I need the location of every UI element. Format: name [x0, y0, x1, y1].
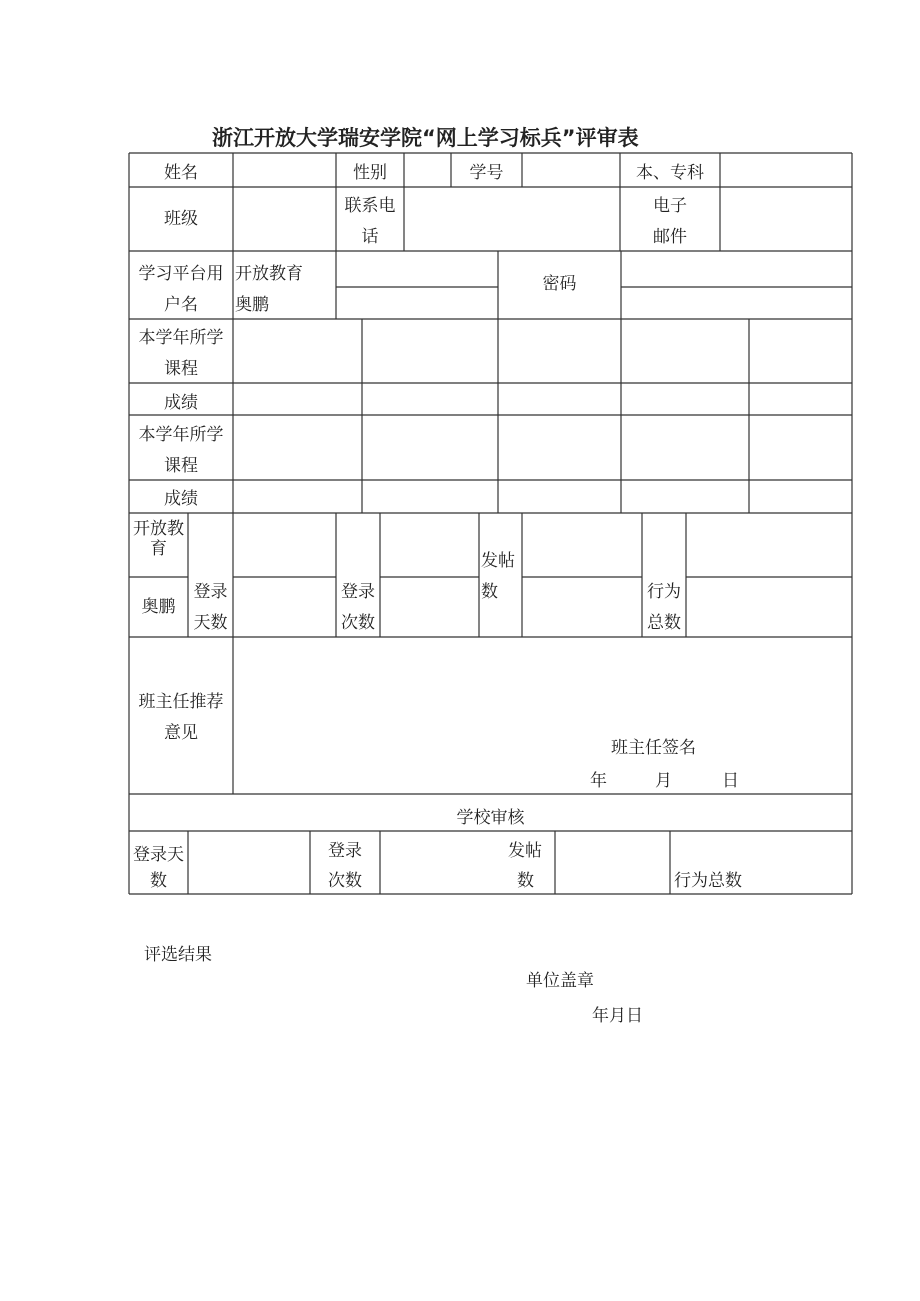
name-label: 姓名 — [164, 163, 198, 183]
phone-label-line1: 联系电 — [344, 196, 396, 216]
login-count-label-line2: 次数 — [341, 613, 375, 633]
review-behavior: 行为总数 — [674, 871, 742, 891]
student-no-label: 学号 — [469, 163, 504, 183]
email-label-line1: 电子 — [653, 196, 687, 216]
login-count-label-line1: 登录 — [341, 582, 375, 602]
posts-label-line2: 数 — [481, 582, 498, 602]
review-login-count-line1: 登录 — [328, 841, 362, 861]
posts-label-line1: 发帖 — [481, 551, 515, 571]
score-label: 成绩 — [164, 393, 198, 413]
review-login-days-line1: 登录天 — [133, 845, 184, 865]
platform-label-line1: 学习平台用 — [138, 264, 224, 284]
login-days-label-line1: 登录 — [193, 582, 228, 602]
form-title: 浙江开放大学瑞安学院“网上学习标兵”评审表 — [212, 126, 639, 150]
courses-label-line2: 课程 — [164, 359, 198, 379]
review-posts-line2: 数 — [517, 871, 534, 891]
footer-date: 年月日 — [592, 1006, 643, 1026]
activity-kaifang-line2: 育 — [150, 539, 167, 559]
behavior-label-line2: 总数 — [647, 613, 681, 633]
unit-stamp-label: 单位盖章 — [526, 971, 594, 991]
score-label-2: 成绩 — [164, 489, 198, 509]
gender-label: 性别 — [353, 163, 387, 183]
phone-label-line2: 话 — [361, 227, 379, 247]
behavior-label-line1: 行为 — [647, 582, 681, 602]
courses-label-2-line2: 课程 — [164, 456, 198, 476]
review-posts-line1: 发帖 — [508, 841, 542, 861]
email-label-line2: 邮件 — [653, 227, 687, 247]
review-login-days-line2: 数 — [150, 871, 167, 891]
head-teacher-sign: 班主任签名 — [611, 738, 696, 758]
activity-aopeng: 奥鹏 — [141, 597, 176, 617]
selection-result-label: 评选结果 — [144, 945, 212, 965]
platform-kaifang: 开放教育 — [235, 264, 303, 284]
platform-aopeng: 奥鹏 — [235, 295, 269, 315]
recommend-year: 年 — [590, 771, 607, 791]
review-login-count-line2: 次数 — [328, 871, 362, 891]
courses-label-line1: 本学年所学 — [138, 328, 224, 348]
recommend-day: 日 — [722, 771, 739, 791]
recommend-label-line1: 班主任推荐 — [138, 692, 224, 712]
class-label: 班级 — [164, 209, 198, 229]
login-days-label-line2: 天数 — [193, 613, 228, 633]
activity-kaifang-line1: 开放教 — [133, 519, 184, 539]
platform-label-line2: 户名 — [164, 295, 198, 315]
password-label: 密码 — [542, 274, 577, 294]
courses-label-2-line1: 本学年所学 — [138, 425, 224, 445]
recommend-month: 月 — [655, 771, 672, 791]
school-review-header: 学校审核 — [456, 808, 525, 828]
level-label: 本、专科 — [636, 163, 704, 183]
recommend-label-line2: 意见 — [164, 723, 198, 743]
